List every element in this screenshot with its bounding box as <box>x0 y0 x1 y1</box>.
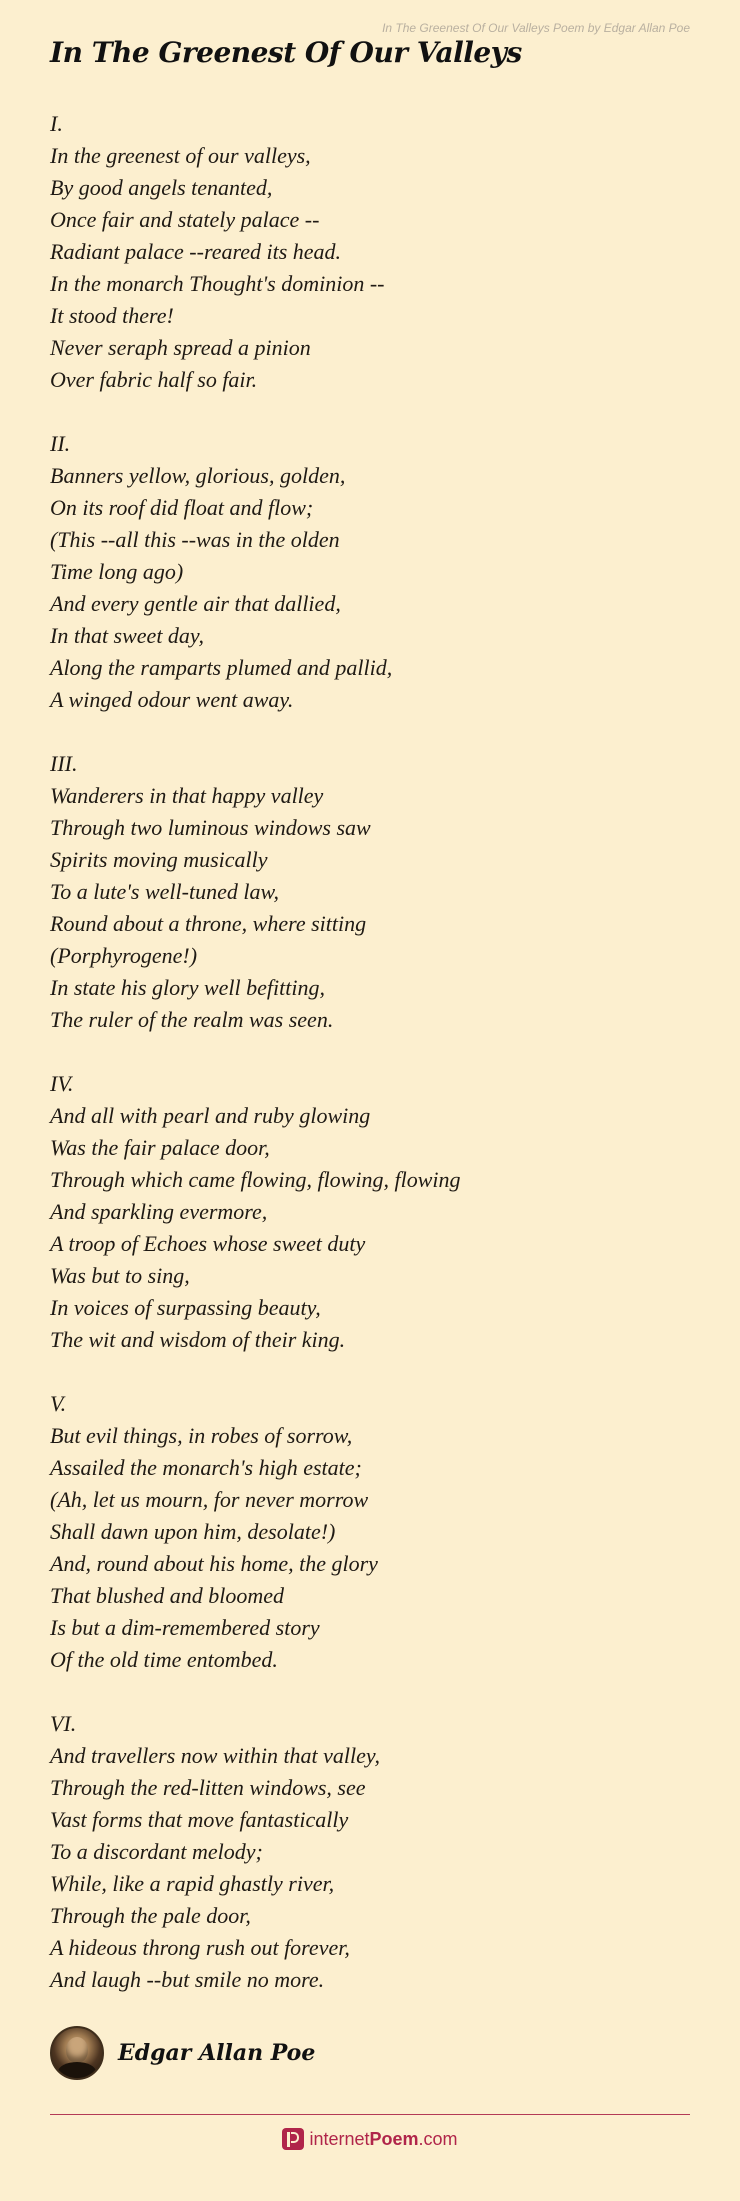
poem-line: (Ah, let us mourn, for never morrow <box>50 1487 369 1512</box>
author-block[interactable] <box>50 2025 315 2081</box>
poem-line: Once fair and stately palace -- <box>50 207 320 232</box>
stanza <box>50 428 690 716</box>
poem-line: And all with pearl and ruby glowing <box>50 1103 371 1128</box>
poem-body <box>50 108 690 2028</box>
poem-line: The wit and wisdom of their king. <box>50 1327 346 1352</box>
footer-divider <box>50 2114 690 2115</box>
poem-line: A hideous throng rush out forever, <box>50 1935 350 1960</box>
poem-line: Time long ago) <box>50 559 184 584</box>
poem-line: While, like a rapid ghastly river, <box>50 1871 335 1896</box>
poem-line: Round about a throne, where sitting <box>50 911 367 936</box>
portrait-icon[interactable] <box>50 2026 104 2080</box>
stanza-number: I. <box>50 111 63 136</box>
poem-line: In state his glory well befitting, <box>50 975 325 1000</box>
poem-line: Along the ramparts plumed and pallid, <box>50 655 393 680</box>
poem-line: On its roof did float and flow; <box>50 495 314 520</box>
poem-line: Spirits moving musically <box>50 847 268 872</box>
poem-line: Was but to sing, <box>50 1263 190 1288</box>
poem-line: (This --all this --was in the olden <box>50 527 340 552</box>
poem-line: To a lute's well-tuned law, <box>50 879 279 904</box>
poem-line: To a discordant melody; <box>50 1839 263 1864</box>
poem-line: In that sweet day, <box>50 623 204 648</box>
poem-line: In the greenest of our valleys, <box>50 143 311 168</box>
poem-line: Shall dawn upon him, desolate!) <box>50 1519 336 1544</box>
logo-text-poem: Poem <box>369 2128 419 2149</box>
poem-line: Is but a dim-remembered story <box>50 1615 320 1640</box>
poem-line: But evil things, in robes of sorrow, <box>50 1423 353 1448</box>
poem-line: In the monarch Thought's dominion -- <box>50 271 385 296</box>
poem-line: And laugh --but smile no more. <box>50 1967 325 1992</box>
poem-line: Radiant palace --reared its head. <box>50 239 342 264</box>
author-name[interactable]: Edgar Allan Poe <box>118 2040 316 2066</box>
stanza-number: II. <box>50 431 71 456</box>
poem-title: In The Greenest Of Our Valleys <box>50 36 522 69</box>
stanza <box>50 1068 690 1356</box>
stanza <box>50 1388 690 1676</box>
footer-logo[interactable] <box>0 2128 740 2150</box>
stanza-number: VI. <box>50 1711 77 1736</box>
poem-line: (Porphyrogene!) <box>50 943 198 968</box>
poem-line: And sparkling evermore, <box>50 1199 268 1224</box>
poem-line: Never seraph spread a pinion <box>50 335 311 360</box>
stanza-number: III. <box>50 751 78 776</box>
stanza <box>50 1708 690 1996</box>
poem-line: Through which came flowing, flowing, flowing <box>50 1167 461 1192</box>
poem-line: It stood there! <box>50 303 174 328</box>
header-credit: In The Greenest Of Our Valleys Poem by Edgar Allan Poe <box>382 21 690 35</box>
poem-line: And, round about his home, the glory <box>50 1551 378 1576</box>
poem-line: By good angels tenanted, <box>50 175 273 200</box>
poem-line: Over fabric half so fair. <box>50 367 258 392</box>
stanza <box>50 748 690 1036</box>
stanza <box>50 108 690 396</box>
poem-line: Through two luminous windows saw <box>50 815 371 840</box>
poem-line: That blushed and bloomed <box>50 1583 285 1608</box>
poem-line: Through the red-litten windows, see <box>50 1775 366 1800</box>
poem-line: And every gentle air that dallied, <box>50 591 341 616</box>
logo-text-internet: internet <box>309 2128 370 2149</box>
poem-line: And travellers now within that valley, <box>50 1743 380 1768</box>
stanza-number: V. <box>50 1391 67 1416</box>
poem-line: Banners yellow, glorious, golden, <box>50 463 346 488</box>
poem-line: The ruler of the realm was seen. <box>50 1007 334 1032</box>
poem-line: Through the pale door, <box>50 1903 251 1928</box>
stanza-number: IV. <box>50 1071 74 1096</box>
poem-line: Assailed the monarch's high estate; <box>50 1455 362 1480</box>
poem-line: Of the old time entombed. <box>50 1647 278 1672</box>
poem-line: Was the fair palace door, <box>50 1135 270 1160</box>
poem-line: Wanderers in that happy valley <box>50 783 324 808</box>
poem-line: In voices of surpassing beauty, <box>50 1295 321 1320</box>
poem-line: A winged odour went away. <box>50 687 294 712</box>
internetpoem-logo-icon <box>282 2128 304 2150</box>
poem-line: A troop of Echoes whose sweet duty <box>50 1231 366 1256</box>
logo-text-com: .com <box>418 2128 458 2149</box>
poem-line: Vast forms that move fantastically <box>50 1807 349 1832</box>
